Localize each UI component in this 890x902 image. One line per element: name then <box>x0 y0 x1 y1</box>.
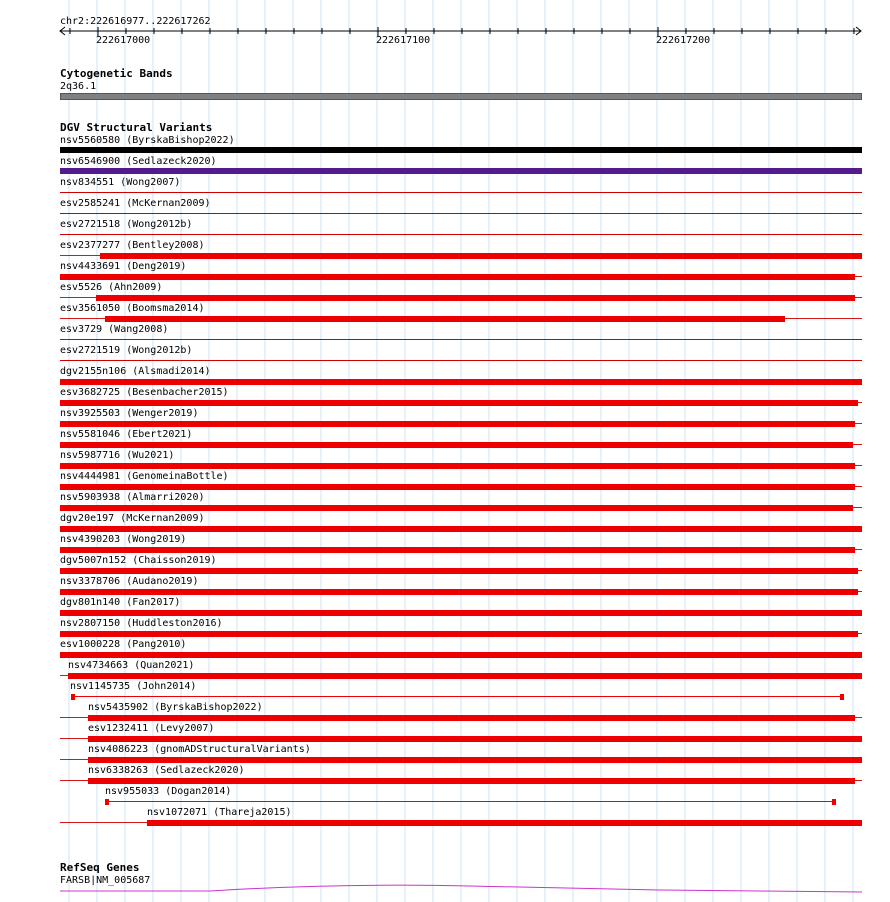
variant-feature[interactable] <box>60 421 855 427</box>
variant-label[interactable]: esv3729 (Wang2008) <box>60 324 169 335</box>
variant-label[interactable]: esv3682725 (Besenbacher2015) <box>60 387 229 398</box>
variant-feature[interactable] <box>60 147 862 153</box>
variant-label[interactable]: nsv4444981 (GenomeinaBottle) <box>60 471 229 482</box>
tick-label-2: 222617100 <box>376 35 431 46</box>
variant-feature[interactable] <box>88 715 855 721</box>
variant-feature[interactable] <box>60 192 862 193</box>
variant-feature[interactable] <box>88 757 862 763</box>
variant-feature[interactable] <box>60 526 862 532</box>
variant-feature[interactable] <box>60 168 862 174</box>
cytoband-label: 2q36.1 <box>60 81 97 92</box>
dgv-track-title[interactable]: DGV Structural Variants <box>60 121 213 134</box>
variant-label[interactable]: nsv1145735 (John2014) <box>70 681 197 692</box>
variant-feature[interactable] <box>147 820 862 826</box>
cytoband-track-title[interactable]: Cytogenetic Bands <box>60 67 173 80</box>
variant-end-block[interactable] <box>840 694 844 700</box>
variant-feature[interactable] <box>60 213 862 214</box>
position-label: chr2:222616977..222617262 <box>60 16 211 27</box>
tick-label-3: 222617200 <box>656 35 711 46</box>
variant-feature[interactable] <box>60 568 858 574</box>
variant-label[interactable]: esv1232411 (Levy2007) <box>88 723 215 734</box>
variant-label[interactable]: nsv3925503 (Wenger2019) <box>60 408 199 419</box>
variant-label[interactable]: nsv5987716 (Wu2021) <box>60 450 175 461</box>
variant-feature[interactable] <box>60 484 855 490</box>
variant-feature[interactable] <box>60 631 858 637</box>
variant-feature[interactable] <box>105 801 836 802</box>
variant-label[interactable]: nsv5560580 (ByrskaBishop2022) <box>60 135 235 146</box>
variant-feature[interactable] <box>88 778 855 784</box>
variant-label[interactable]: nsv5903938 (Almarri2020) <box>60 492 205 503</box>
variant-feature[interactable] <box>60 400 858 406</box>
variant-label[interactable]: nsv2807150 (Huddleston2016) <box>60 618 223 629</box>
variant-feature[interactable] <box>60 610 862 616</box>
variant-label[interactable]: esv2585241 (McKernan2009) <box>60 198 211 209</box>
ruler-axis[interactable] <box>58 26 864 38</box>
refseq-gene-label: FARSB|NM_005687 <box>60 875 151 886</box>
variant-label[interactable]: dgv2155n106 (Alsmadi2014) <box>60 366 211 377</box>
variant-feature[interactable] <box>60 652 862 658</box>
variant-label[interactable]: esv2721518 (Wong2012b) <box>60 219 193 230</box>
variant-label[interactable]: dgv801n140 (Fan2017) <box>60 597 181 608</box>
variant-feature[interactable] <box>60 589 858 595</box>
variant-start-block[interactable] <box>71 694 75 700</box>
variant-label[interactable]: nsv6338263 (Sedlazeck2020) <box>88 765 245 776</box>
variant-label[interactable]: nsv4433691 (Deng2019) <box>60 261 187 272</box>
variant-feature[interactable] <box>100 253 862 259</box>
variant-feature[interactable] <box>60 379 862 385</box>
variant-feature[interactable] <box>60 463 855 469</box>
variant-label[interactable]: nsv4734663 (Quan2021) <box>68 660 195 671</box>
variant-feature[interactable] <box>60 360 862 361</box>
variant-label[interactable]: nsv3378706 (Audano2019) <box>60 576 199 587</box>
variant-label[interactable]: esv2377277 (Bentley2008) <box>60 240 205 251</box>
tick-label-1: 222617000 <box>96 35 151 46</box>
variant-label[interactable]: esv2721519 (Wong2012b) <box>60 345 193 356</box>
variant-start-block[interactable] <box>105 799 109 805</box>
variant-feature[interactable] <box>60 234 862 235</box>
cytoband-bar[interactable] <box>60 93 862 100</box>
variant-label[interactable]: nsv5435902 (ByrskaBishop2022) <box>88 702 263 713</box>
variant-label[interactable]: nsv4390203 (Wong2019) <box>60 534 187 545</box>
variant-feature[interactable] <box>71 696 844 697</box>
variant-label[interactable]: dgv20e197 (McKernan2009) <box>60 513 205 524</box>
variant-label[interactable]: nsv5581046 (Ebert2021) <box>60 429 193 440</box>
variant-label[interactable]: esv5526 (Ahn2009) <box>60 282 163 293</box>
variant-end-block[interactable] <box>832 799 836 805</box>
variant-label[interactable]: dgv5007n152 (Chaisson2019) <box>60 555 217 566</box>
variant-feature[interactable] <box>88 736 862 742</box>
variant-label[interactable]: nsv6546900 (Sedlazeck2020) <box>60 156 217 167</box>
variant-feature[interactable] <box>105 316 785 322</box>
variant-feature[interactable] <box>60 547 855 553</box>
variant-label[interactable]: nsv955033 (Dogan2014) <box>105 786 232 797</box>
variant-feature[interactable] <box>60 274 855 280</box>
refseq-gene-feature[interactable] <box>60 882 862 894</box>
variant-feature[interactable] <box>60 339 862 340</box>
variant-feature[interactable] <box>60 442 853 448</box>
variant-feature[interactable] <box>96 295 855 301</box>
variant-label[interactable]: esv3561050 (Boomsma2014) <box>60 303 205 314</box>
refseq-track-title[interactable]: RefSeq Genes <box>60 861 140 874</box>
variant-feature[interactable] <box>68 673 862 679</box>
variant-label[interactable]: nsv1072071 (Thareja2015) <box>147 807 292 818</box>
variant-label[interactable]: nsv834551 (Wong2007) <box>60 177 181 188</box>
variant-feature[interactable] <box>60 505 853 511</box>
variant-label[interactable]: nsv4086223 (gnomADStructuralVariants) <box>88 744 311 755</box>
variant-label[interactable]: esv1000228 (Pang2010) <box>60 639 187 650</box>
